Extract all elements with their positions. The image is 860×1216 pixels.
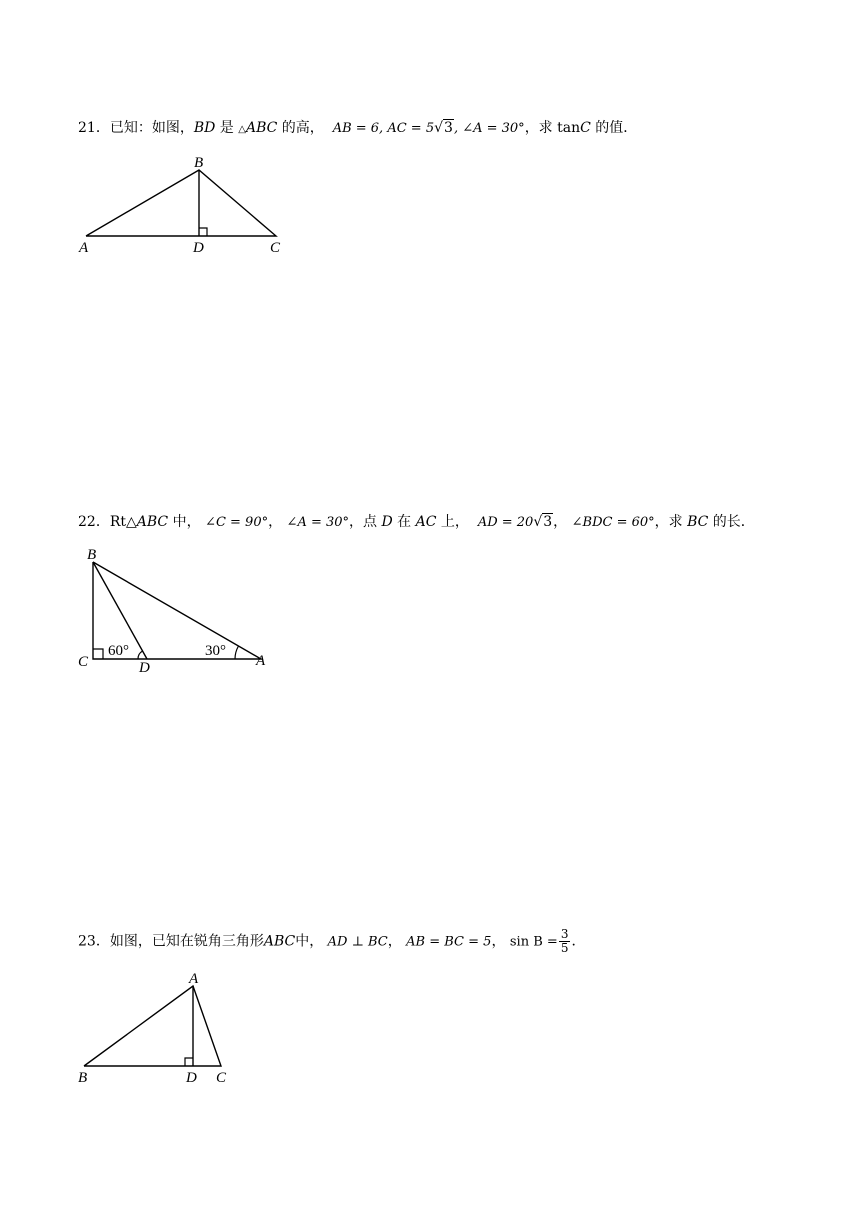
label-d: D [193,240,204,256]
triangle-abc: ABC [263,933,296,950]
problem-22 [78,512,755,533]
separator: ， [553,514,568,530]
label-a: A [189,971,199,987]
problem-text: 上， [436,514,469,530]
label-a: A [79,240,89,256]
right-angle-mark [93,649,103,659]
problem-number: 21． [78,120,110,136]
segment-bd: BD [193,120,216,136]
label-a: A [256,653,266,669]
label-d: D [186,1070,197,1086]
problem-text: ，点 [349,514,382,530]
angle-arc-d [138,651,143,659]
triangle-abc: ABC [136,514,169,530]
sqrt-value: 3 [543,514,553,530]
triangle-abc-outline [84,986,221,1066]
problem-text: 中， [168,514,201,530]
label-c: C [270,240,281,256]
fraction-numerator: 3 [560,927,569,941]
problem-text: 是 [215,120,239,136]
figure-22 [76,545,276,680]
triangle-abc-outline [86,170,276,236]
problem-end: ． [571,933,586,950]
fraction-3-5 [559,928,571,955]
point-c: C [580,120,591,136]
problem-23 [78,928,585,955]
problem-number: 22． [78,514,110,530]
given-angle-a: ∠A = 30° [286,515,350,530]
angle-arc-a [235,646,239,659]
given-ad: AD = 20 [477,515,534,530]
given-angle-bdc: ∠BDC = 60° [571,515,655,530]
triangle-abc: ABC [245,120,278,136]
segment-ac: AC [415,514,437,530]
right-angle-mark [199,228,207,236]
triangle-symbol: △ [238,124,246,135]
label-c: C [216,1070,227,1086]
problem-text: 的长． [708,514,755,530]
problem-text: ，求 tan [524,120,581,136]
figure-21 [76,152,296,257]
problem-text: 已知：如图， [109,120,194,136]
angle-label-30: 30° [205,643,226,659]
angle-label-60: 60° [108,643,129,659]
problem-text: 在 [392,514,416,530]
problem-text: 的值． [590,120,638,136]
label-c: C [78,654,89,670]
sqrt-value: 3 [444,120,453,136]
separator: ， [268,514,283,530]
separator: ， [491,933,506,950]
given-perp: AD ⊥ BC [327,934,388,950]
problem-text: ，求 [654,514,688,530]
given-angle-c: ∠C = 90° [205,515,269,530]
label-b: B [194,155,204,171]
problem-number: 23． [78,933,110,950]
sqrt-expression: √3 [434,120,453,136]
given-angle: , ∠A = 30° [453,121,525,136]
point-d: D [381,514,393,530]
right-angle-mark [185,1058,193,1066]
separator: ， [387,933,402,950]
given-sides: AB = 6, AC = 5 [332,121,435,136]
label-b: B [78,1070,88,1086]
problem-text: 的高， [277,120,324,136]
given-sin: sin B = [509,934,558,950]
problem-21 [78,118,637,140]
figure-23 [76,965,246,1090]
sqrt-expression: √3 [533,514,553,530]
label-b: B [87,547,97,563]
fraction-denominator: 5 [560,941,569,955]
problem-text: 中， [295,933,324,950]
problem-text: Rt△ [109,514,137,530]
given-equal-sides: AB = BC = 5 [406,934,492,950]
label-d: D [139,660,150,676]
problem-text: 如图，已知在锐角三角形 [109,933,264,950]
segment-bc: BC [687,514,709,530]
